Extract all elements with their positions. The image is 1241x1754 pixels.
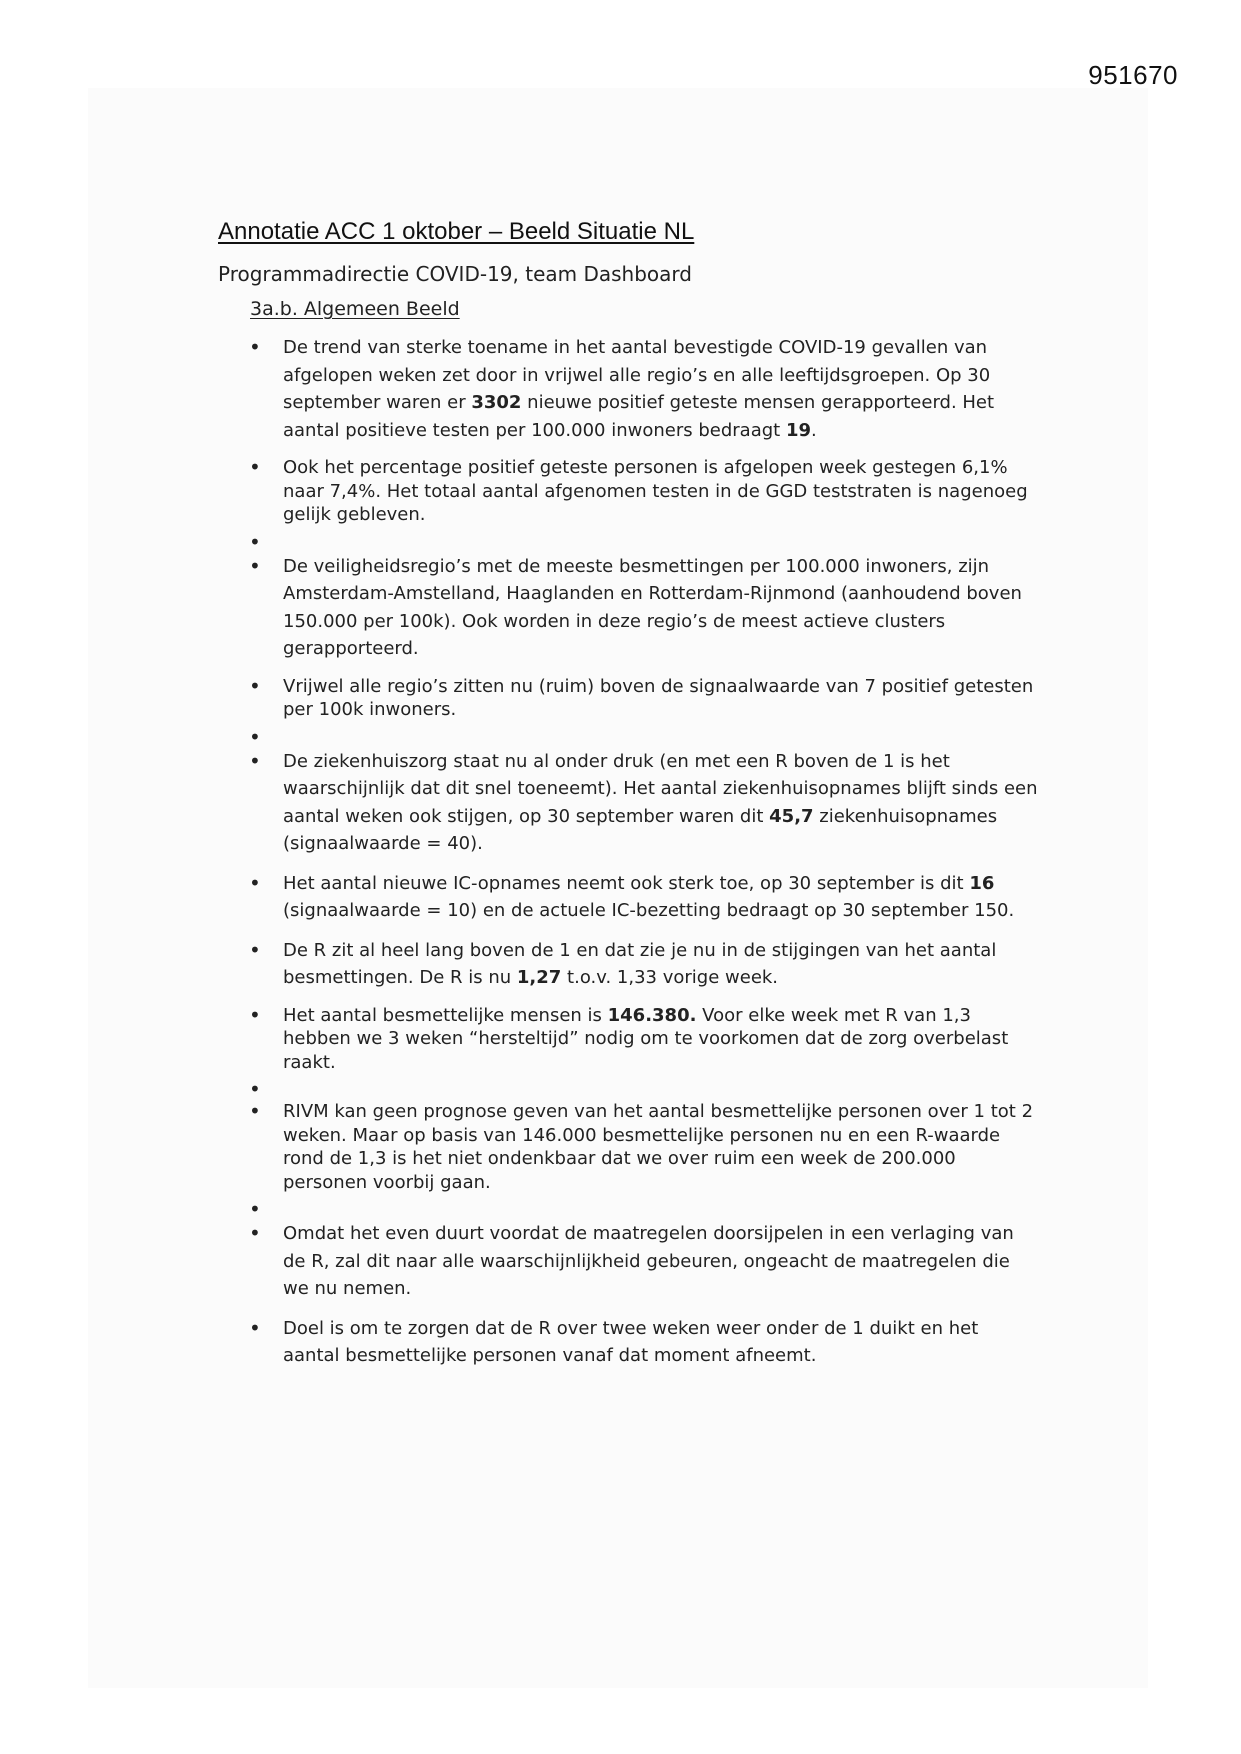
empty-bullet-item — [218, 725, 1038, 748]
document-title: Annotatie ACC 1 oktober – Beeld Situatie NL — [218, 218, 695, 245]
bullet-item: • Omdat het even duurt voordat de maatregelen doorsijpelen in een verlaging van de R, zal dit naar alle waarschijnlijkheid gebeuren, ongeacht de maatregelen die we nu nemen. — [218, 1220, 1038, 1303]
bullet-item: • Het aantal nieuwe IC-opnames neemt ook sterk toe, op 30 september is dit 16 (signaalwaarde = 10) en de actuele IC-bezetting bedraagt op 30 september 150. — [218, 870, 1038, 925]
bullet-item: • Vrijwel alle regio’s zitten nu (ruim) boven de signaalwaarde van 7 positief getesten per 100k inwoners. — [218, 675, 1038, 722]
bullet-item: • De R zit al heel lang boven de 1 en dat zie je nu in de stijgingen van het aantal besmettingen. De R is nu 1,27 t.o.v. 1,33 vorige week. — [218, 937, 1038, 992]
document-body — [218, 218, 1038, 1382]
bullet-item: • Ook het percentage positief geteste personen is afgelopen week gestegen 6,1% naar 7,4%. Het totaal aantal afgenomen testen in de GGD teststraten is nagenoeg gelijk gebleven. — [218, 456, 1038, 527]
bullet-item: • De ziekenhuiszorg staat nu al onder druk (en met een R boven de 1 is het waarschijnlijk dat dit snel toeneemt). Het aantal ziekenhuisopnames blijft sinds een aantal weken ook stijgen, op 30 september waren dit 45,7 ziekenhuisopnames (signaalwaarde = 40). — [218, 748, 1038, 858]
bullet-item: • RIVM kan geen prognose geven van het aantal besmettelijke personen over 1 tot 2 weken. Maar op basis van 146.000 besmettelijke personen nu en een R-waarde rond de 1,3 is het niet ondenkbaar dat we over ruim een week de 200.000 personen voorbij gaan. — [218, 1100, 1038, 1194]
empty-bullet-item — [218, 530, 1038, 553]
bullet-item: • De trend van sterke toename in het aantal bevestigde COVID-19 gevallen van afgelopen weken zet door in vrijwel alle regio’s en alle leeftijdsgroepen. Op 30 september waren er 3302 nieuwe positief geteste mensen gerapporteerd. Het aantal positieve testen per 100.000 inwoners bedraagt 19. — [218, 334, 1038, 444]
section-heading: 3a.b. Algemeen Beeld — [250, 298, 460, 320]
bullet-item: • Doel is om te zorgen dat de R over twee weken weer onder de 1 duikt en het aantal besmettelijke personen vanaf dat moment afneemt. — [218, 1315, 1038, 1370]
empty-bullet-item — [218, 1197, 1038, 1220]
document-subtitle: Programmadirectie COVID-19, team Dashboard — [218, 262, 692, 286]
bullet-item: • De veiligheidsregio’s met de meeste besmettingen per 100.000 inwoners, zijn Amsterdam-Amstelland, Haaglanden en Rotterdam-Rijnmond (aanhoudend boven 150.000 per 100k). Ook worden in deze regio’s de meest actieve clusters gerapporteerd. — [218, 553, 1038, 663]
bullet-list — [218, 334, 1038, 1370]
bullet-item: • Het aantal besmettelijke mensen is 146.380. Voor elke week met R van 1,3 hebben we 3 weken “hersteltijd” nodig om te voorkomen dat de zorg overbelast raakt. — [218, 1004, 1038, 1075]
document-number: 951670 — [1088, 60, 1178, 90]
empty-bullet-item — [218, 1077, 1038, 1100]
